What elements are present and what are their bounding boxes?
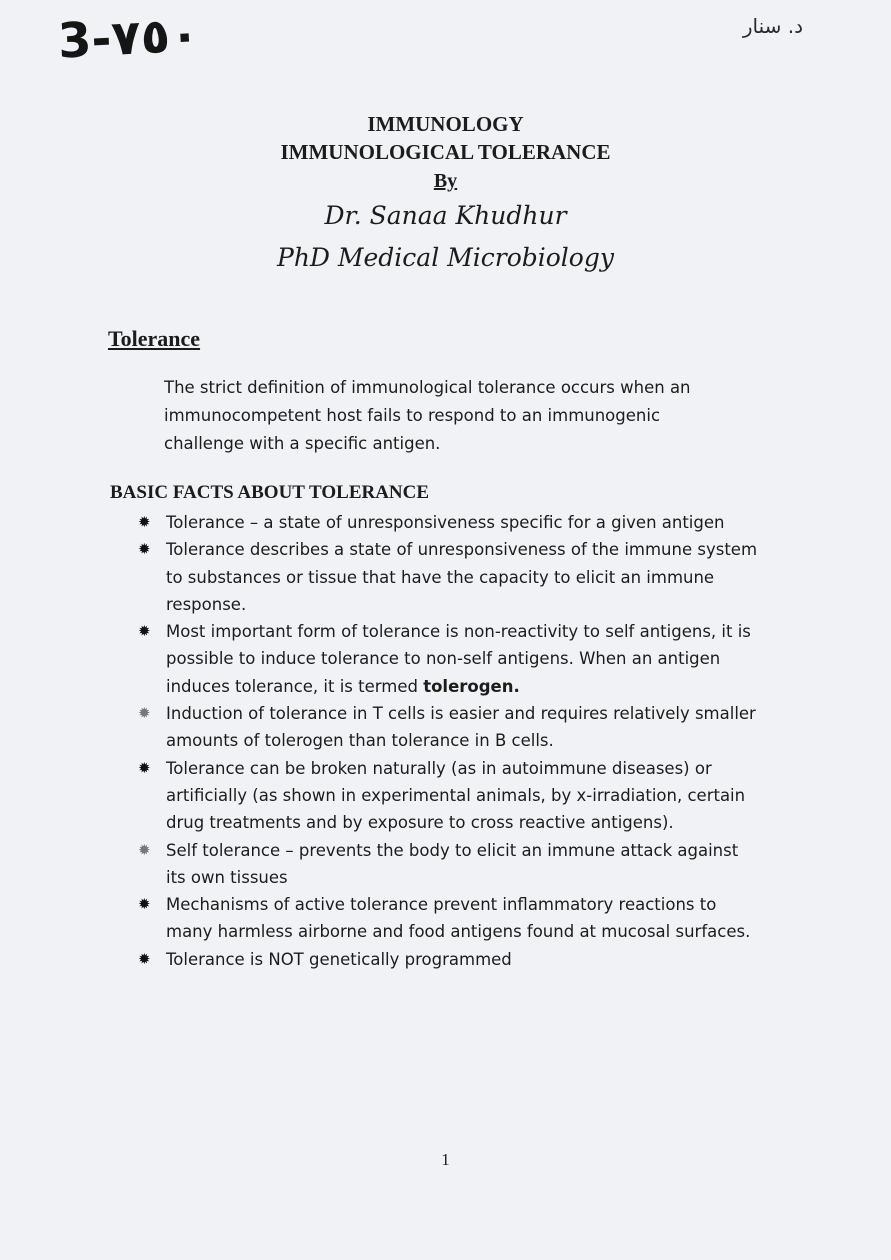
list-item (138, 946, 758, 973)
list-item (138, 755, 758, 837)
basic-facts-heading: BASIC FACTS ABOUT TOLERANCE (110, 482, 430, 503)
section-heading-tolerance: Tolerance (108, 326, 201, 351)
star-bullet-icon: ✹ (138, 622, 151, 641)
list-item (138, 536, 758, 618)
tolerance-definition: The strict definition of immunological tolerance occurs when an immunocompetent host fails to respond to an immunogenic challenge with a specific antigen. (164, 378, 691, 453)
list-item-bold-term: tolerogen. (423, 676, 520, 696)
author-name: Dr. Sanaa Khudhur (324, 201, 567, 230)
star-bullet-icon: ✹ (138, 540, 151, 559)
handwritten-note-top-left: 3-٧٥٠ (56, 6, 201, 70)
list-item (138, 618, 758, 700)
list-item-text: Mechanisms of active tolerance prevent inflammatory reactions to many harmless airborne and food antigens found at mucosal surfaces. (166, 895, 751, 942)
list-item-text: Self tolerance – prevents the body to elicit an immune attack against its own tissues (166, 840, 739, 887)
list-item (138, 700, 758, 755)
star-bullet-icon: ✹ (138, 949, 151, 968)
list-item-text: Induction of tolerance in T cells is easier and requires relatively smaller amounts of tolerogen than tolerance in B cells. (166, 704, 756, 751)
list-item-text: Tolerance can be broken naturally (as in autoimmune diseases) or artificially (as shown in experimental animals, by x-irradiation, certain drug treatments and by exposure to cross reactive antigens). (166, 758, 746, 833)
list-item (138, 891, 758, 946)
list-item-text: Tolerance is NOT genetically programmed (166, 949, 512, 969)
list-item-text: Most important form of tolerance is non-reactivity to self antigens, it is possible to induce tolerance to non-self antigens. When an antigen induces tolerance, it is termed (166, 622, 751, 696)
by-label: By (433, 170, 458, 192)
star-bullet-icon: ✹ (138, 840, 151, 859)
list-item-text: Tolerance describes a state of unresponsiveness of the immune system to substances or tissue that have the capacity to elicit an immune response. (166, 540, 758, 614)
star-bullet-icon: ✹ (138, 513, 151, 531)
topic-title: IMMUNOLOGICAL TOLERANCE (280, 140, 611, 164)
handwritten-note-top-right: د. سنار (742, 14, 803, 38)
star-bullet-icon: ✹ (138, 704, 151, 723)
basic-facts-list (138, 509, 758, 973)
document-header (0, 110, 891, 276)
page-number: 1 (441, 1150, 450, 1169)
star-bullet-icon: ✹ (138, 895, 151, 914)
author-degree: PhD Medical Microbiology (277, 243, 614, 272)
list-item-text: Tolerance – a state of unresponsiveness specific for a given antigen (166, 513, 725, 532)
star-bullet-icon: ✹ (138, 758, 151, 777)
list-item (138, 509, 758, 536)
subject-title: IMMUNOLOGY (367, 112, 524, 136)
list-item (138, 837, 758, 892)
